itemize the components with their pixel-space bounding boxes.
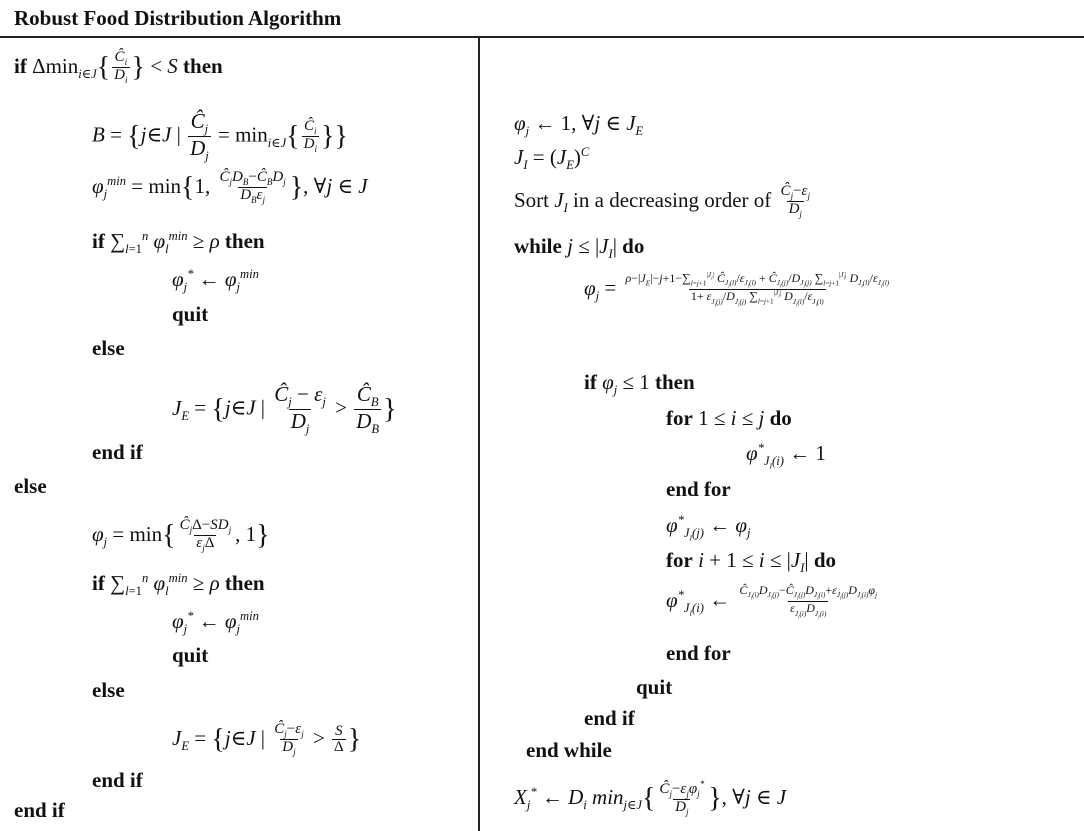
keyword-for: for: [666, 406, 693, 430]
assign-phi-j-1: $\varphi_j$ ← 1, ∀j ∈ $J_E$: [514, 111, 644, 139]
column-divider: [478, 37, 480, 831]
sort-step: Sort $J_I$ in a decreasing order of $\frac{Ĉ_j-\varepsilon_j}{D_j}$: [514, 183, 810, 220]
keyword-end-if: end if: [584, 706, 635, 730]
keyword-do: do: [622, 234, 645, 258]
for-loop-2: for $i + 1 \le i \le |J_I|$ do: [666, 548, 837, 576]
sort-word: Sort: [514, 187, 550, 212]
eq-JE-1: $J_E$ = {j∈J | $\frac{Ĉ_j - \varepsilon_j}{D_j}$ > $\frac{Ĉ_B}{D_B}$ }: [172, 382, 397, 437]
keyword-if: if: [14, 53, 27, 78]
keyword-end-while: end while: [526, 738, 612, 762]
keyword-quit: quit: [636, 675, 673, 699]
assign-phi-star-j: $\varphi^*_{J_I(j)}$ ← $\varphi_j$: [666, 513, 751, 543]
keyword-then: then: [224, 229, 265, 253]
keyword-do: do: [769, 406, 792, 430]
keyword-end-for: end for: [666, 641, 731, 665]
cond-sum-phi-1: if $\sum_{l=1}^n$ $\varphi_l^{min} \ge \rho$ then: [92, 229, 265, 257]
assign-phi-star-2: $\varphi_j^*$ ← $\varphi_j^{min}$: [172, 609, 259, 637]
cond-if-delta-min: if Δmin$_{i\in J}${ $\frac{Ĉ_i}{D_i}$ } < S then: [14, 49, 223, 86]
eq-phi-j-while: $\varphi_j$ = $\rho-|J_E|-j+1-\sum_{l=j+1}^{|J_I|}$ $Ĉ_{J_I(l)}/\varepsilon_{J_I(l)}$ + $Ĉ_{J_I(j)}/D_{J_I(j)}$ $\sum_{l=j+1}^{|J_I|}$ $D_{J_I(l)}/\varepsilon_{J_I(l)}$ $1+ \varepsilon_{J_I(j)}/D_{J_I(j)}$ $\sum_{l=j+1}^{|J_I|}$ $D_{J_I(l)}/\varepsilon_{J_I(l)}$: [584, 271, 890, 308]
eq-set-B: B = {j∈J | $\frac{Ĉ_j}{D_j}$ = $\min_{i\in J}${ $\frac{Ĉ_i}{D_i}$ }}: [92, 109, 348, 164]
decreasing-order-text: in a decreasing order of: [573, 187, 772, 212]
keyword-end-if: end if: [14, 798, 65, 822]
eq-X-star: $X_j^*$ ← $D_i$ $\min_{j\in J}${ $\frac{Ĉ_j-\varepsilon_j\varphi_j^*}{D_j}$ }, ∀j ∈ J: [514, 779, 787, 818]
keyword-while: while: [514, 234, 562, 258]
keyword-then: then: [224, 571, 265, 595]
cond-sum-phi-2: if $\sum_{l=1}^n$ $\varphi_l^{min} \ge \rho$ then: [92, 571, 265, 599]
eq-JI-complement: $J_I = (J_E)^C$: [514, 145, 590, 173]
algorithm-title: Robust Food Distribution Algorithm: [14, 6, 342, 30]
eq-JE-2: $J_E$ = {j∈J | $\frac{Ĉ_j-\varepsilon_j}{D_j}$ > $\frac{S}{\Delta}$ }: [172, 721, 362, 758]
keyword-if: if: [92, 571, 105, 595]
assign-phi-star-1: $\varphi_j^*$ ← $\varphi_j^{min}$: [172, 267, 259, 295]
keyword-end-if: end if: [92, 440, 143, 464]
keyword-else: else: [92, 678, 125, 702]
keyword-if: if: [92, 229, 105, 253]
keyword-end-if: end if: [92, 768, 143, 792]
eq-phi-min: $\varphi_j^{min} = \min\{1$, $\frac{Ĉ_jD_B-Ĉ_BD_j}{D_B\varepsilon_j}$ }, ∀j ∈ J: [92, 169, 368, 206]
keyword-quit: quit: [172, 643, 209, 667]
top-rule: [0, 36, 1084, 38]
keyword-quit: quit: [172, 302, 209, 326]
keyword-do: do: [813, 548, 837, 572]
keyword-for: for: [666, 548, 693, 572]
keyword-end-for: end for: [666, 477, 731, 501]
for-loop-1: for 1 ≤ i ≤ j do: [666, 406, 792, 430]
keyword-else: else: [92, 336, 125, 360]
assign-phi-star-one: $\varphi^*_{J_I(i)}$ ← 1: [746, 441, 826, 471]
keyword-then: then: [654, 370, 695, 394]
assign-phi-star-i: $\varphi^*_{J_I(i)}$ ← $\frac{Ĉ_{J_I(i)}D_{J_I(j)}-Ĉ_{J_I(j)}D_{J_I(i)}+\varepsilon_{J_I(j)}D_{J_I(i)}\varphi_j}{\varepsilon_{J_I(i)}D_{J_I(i)}}$: [666, 583, 878, 620]
keyword-if: if: [584, 370, 597, 394]
cond-phi-le-1: if $\varphi_j \le 1$ then: [584, 370, 695, 398]
keyword-then: then: [183, 53, 223, 78]
keyword-else: else: [14, 474, 47, 498]
eq-phi-j-else: $\varphi_j = \min${ $\frac{Ĉ_j\Delta-SD_j}{\varepsilon_j\Delta}$ , 1}: [92, 517, 270, 554]
while-header: while $j \le |J_I|$ do: [514, 234, 645, 262]
